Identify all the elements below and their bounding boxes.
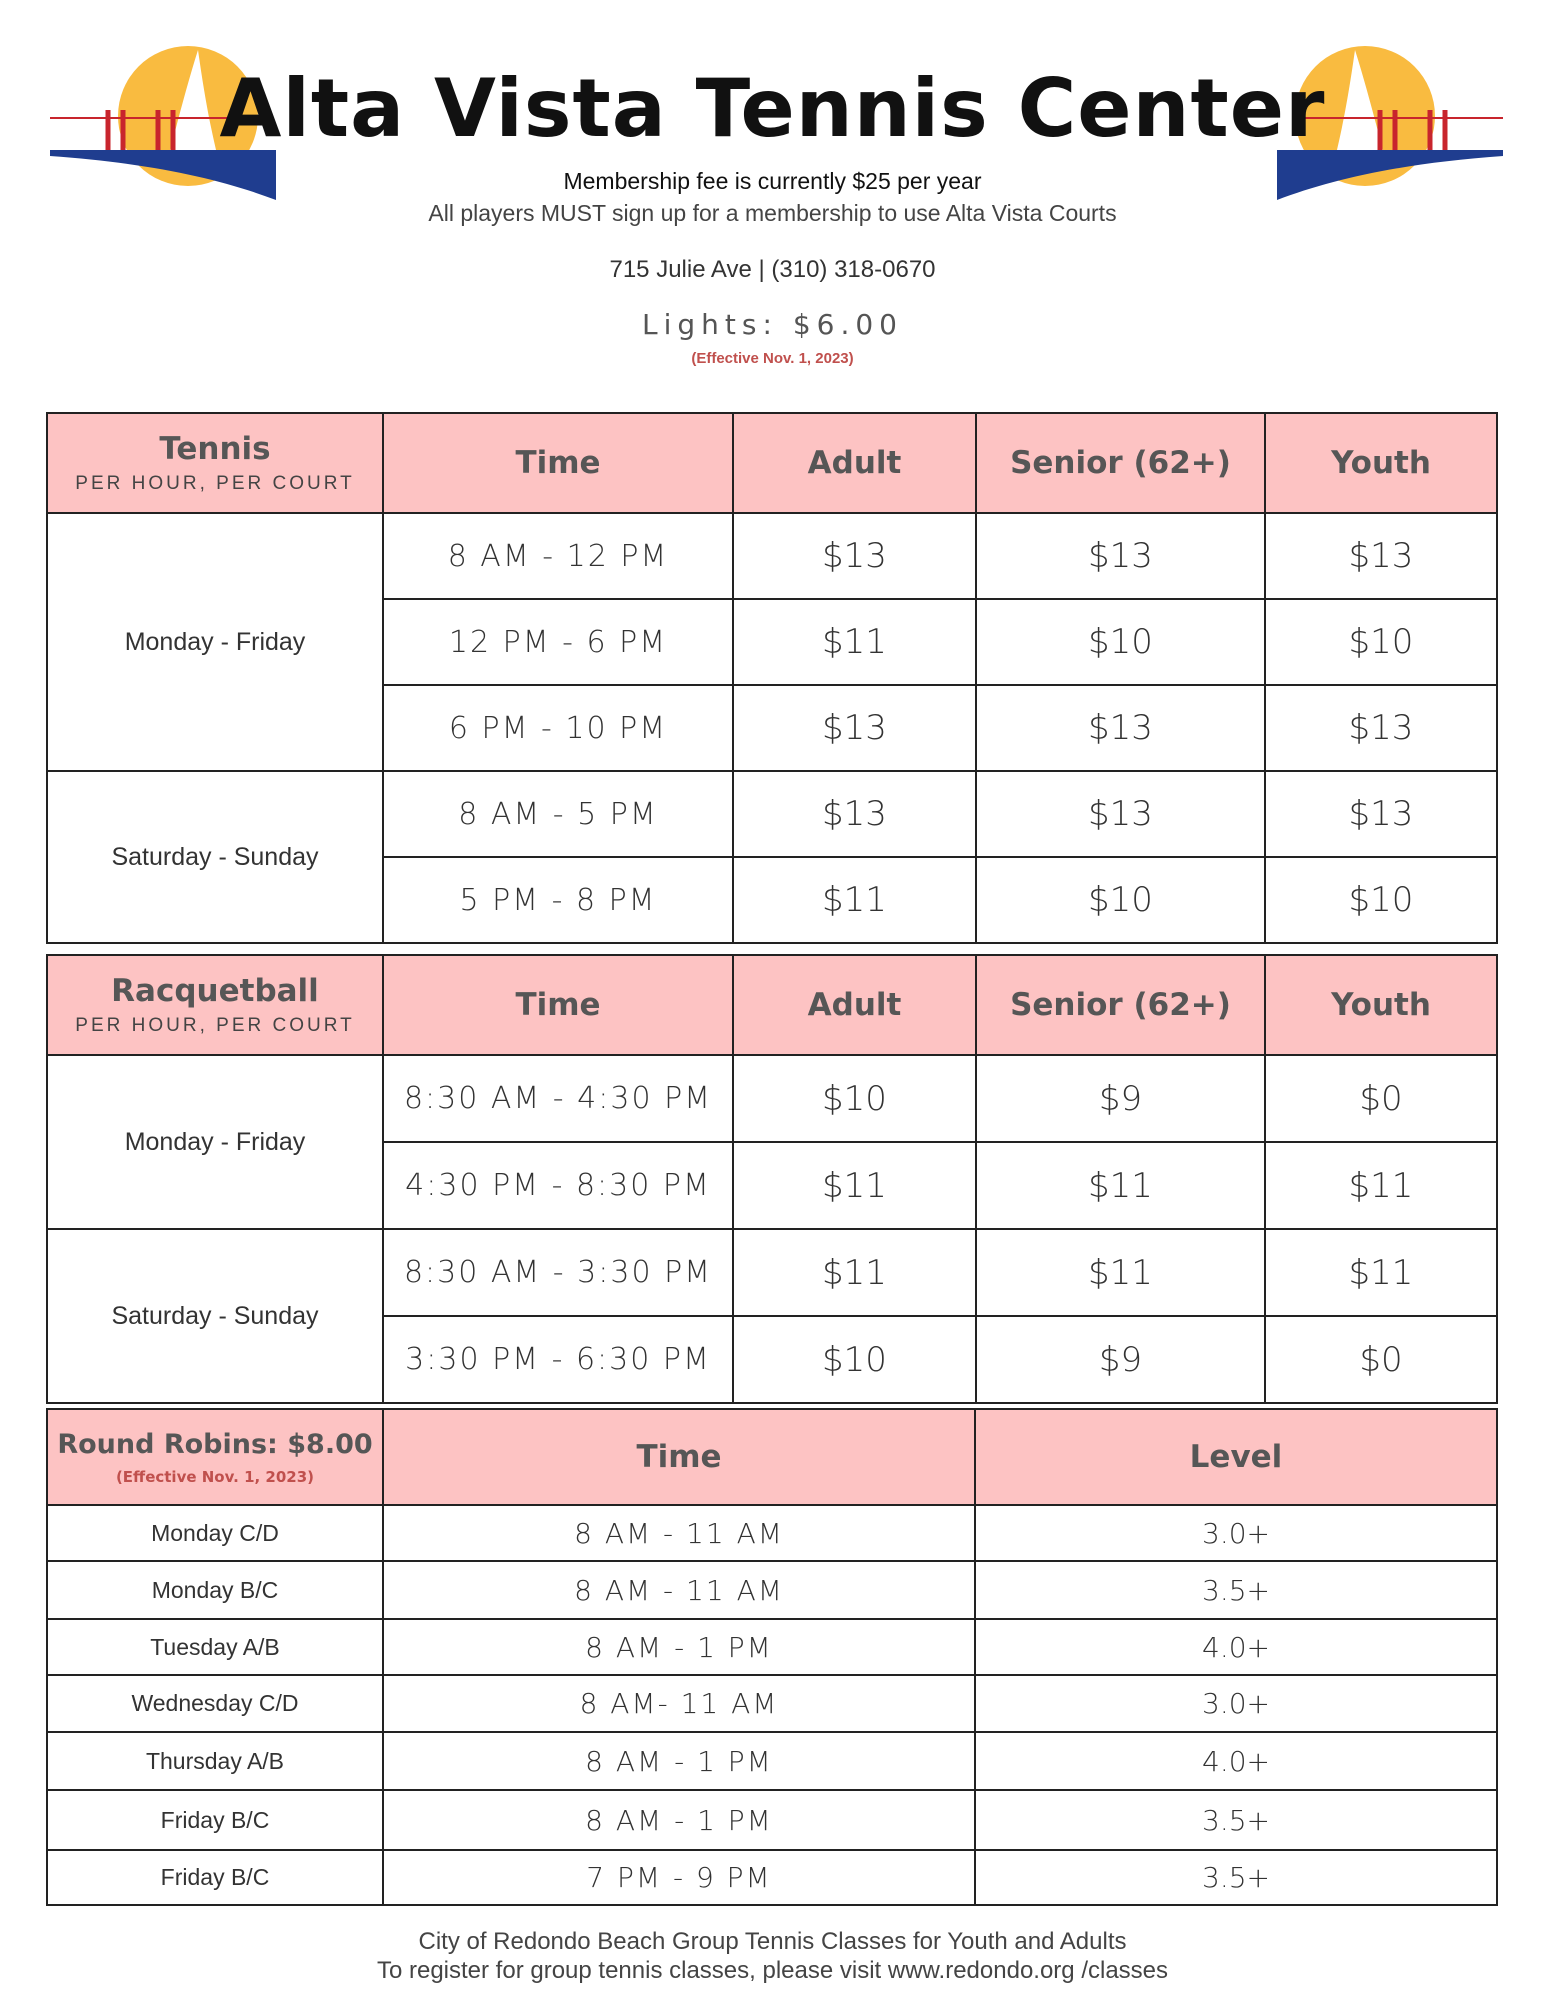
col-youth: Youth (1265, 955, 1497, 1055)
senior-price: $9 (976, 1055, 1265, 1142)
membership-fee: Membership fee is currently $25 per year (563, 168, 982, 194)
time-cell: 8 AM - 1 PM (383, 1790, 975, 1850)
tennis-rate-table (46, 412, 1498, 944)
time-cell: 8 AM - 1 PM (383, 1619, 975, 1675)
racquetball-title: Racquetball (111, 973, 319, 1009)
col-adult: Adult (733, 413, 976, 513)
day-range-weekend: Saturday - Sunday (47, 771, 383, 943)
day-range-weekend: Saturday - Sunday (47, 1229, 383, 1403)
youth-price: $11 (1265, 1142, 1497, 1229)
table-row (47, 1619, 1497, 1675)
time-cell: 3:30 PM - 6:30 PM (383, 1316, 733, 1403)
adult-price: $13 (733, 685, 976, 771)
senior-price: $13 (976, 685, 1265, 771)
time-cell: 8 AM - 12 PM (383, 513, 733, 599)
youth-price: $0 (1265, 1316, 1497, 1403)
adult-price: $10 (733, 1316, 976, 1403)
session-day: Monday B/C (47, 1561, 383, 1619)
col-youth: Youth (1265, 413, 1497, 513)
day-range-weekday: Monday - Friday (47, 513, 383, 771)
senior-price: $13 (976, 513, 1265, 599)
round-robins-header (47, 1409, 383, 1505)
youth-price: $13 (1265, 513, 1497, 599)
time-cell: 8 AM - 1 PM (383, 1732, 975, 1790)
youth-price: $11 (1265, 1229, 1497, 1316)
time-cell: 8:30 AM - 4:30 PM (383, 1055, 733, 1142)
table-row (47, 771, 1497, 857)
senior-price: $13 (976, 771, 1265, 857)
time-cell: 8:30 AM - 3:30 PM (383, 1229, 733, 1316)
youth-price: $10 (1265, 857, 1497, 943)
membership-notice: All players MUST sign up for a membership to use Alta Vista Courts (428, 200, 1117, 226)
col-level: Level (975, 1409, 1497, 1505)
table-row (47, 1790, 1497, 1850)
address-phone: 715 Julie Ave | (310) 318-0670 (609, 256, 936, 283)
round-robins-effective-date: (Effective Nov. 1, 2023) (115, 1467, 315, 1486)
adult-price: $11 (733, 599, 976, 685)
page-title: Alta Vista Tennis Center (219, 62, 1326, 155)
level-cell: 4.0+ (975, 1619, 1497, 1675)
adult-price: $11 (733, 1142, 976, 1229)
col-time: Time (383, 413, 733, 513)
lights-effective-date: (Effective Nov. 1, 2023) (691, 350, 854, 367)
col-senior: Senior (62+) (976, 413, 1265, 513)
senior-price: $11 (976, 1142, 1265, 1229)
session-day: Wednesday C/D (47, 1675, 383, 1732)
time-cell: 5 PM - 8 PM (383, 857, 733, 943)
session-day: Thursday A/B (47, 1732, 383, 1790)
time-cell: 8 AM - 11 AM (383, 1505, 975, 1561)
round-robins-table (46, 1408, 1498, 1906)
racquetball-header (47, 955, 383, 1055)
table-row (47, 1850, 1497, 1905)
adult-price: $13 (733, 513, 976, 599)
youth-price: $13 (1265, 771, 1497, 857)
youth-price: $0 (1265, 1055, 1497, 1142)
time-cell: 7 PM - 9 PM (383, 1850, 975, 1905)
col-senior: Senior (62+) (976, 955, 1265, 1055)
level-cell: 3.5+ (975, 1790, 1497, 1850)
footer-line-1: City of Redondo Beach Group Tennis Classes for Youth and Adults (418, 1928, 1127, 1955)
level-cell: 3.0+ (975, 1505, 1497, 1561)
youth-price: $10 (1265, 599, 1497, 685)
time-cell: 6 PM - 10 PM (383, 685, 733, 771)
racquetball-subtitle: PER HOUR, PER COURT (75, 1015, 355, 1036)
col-time: Time (383, 955, 733, 1055)
round-robins-title: Round Robins: $8.00 (57, 1428, 373, 1460)
footer-line-2: To register for group tennis classes, please visit www.redondo.org /classes (376, 1957, 1169, 1984)
tennis-subtitle: PER HOUR, PER COURT (75, 473, 355, 494)
adult-price: $10 (733, 1055, 976, 1142)
time-cell: 8 AM - 11 AM (383, 1561, 975, 1619)
senior-price: $9 (976, 1316, 1265, 1403)
time-cell: 8 AM- 11 AM (383, 1675, 975, 1732)
level-cell: 3.5+ (975, 1850, 1497, 1905)
table-row (47, 1675, 1497, 1732)
level-cell: 4.0+ (975, 1732, 1497, 1790)
table-row (47, 1229, 1497, 1316)
session-day: Monday C/D (47, 1505, 383, 1561)
youth-price: $13 (1265, 685, 1497, 771)
adult-price: $11 (733, 857, 976, 943)
table-row (47, 1505, 1497, 1561)
session-day: Friday B/C (47, 1790, 383, 1850)
session-day: Tuesday A/B (47, 1619, 383, 1675)
col-time: Time (383, 1409, 975, 1505)
session-day: Friday B/C (47, 1850, 383, 1905)
tennis-title: Tennis (159, 431, 271, 467)
time-cell: 4:30 PM - 8:30 PM (383, 1142, 733, 1229)
senior-price: $10 (976, 857, 1265, 943)
racquetball-rate-table (46, 954, 1498, 1404)
lights-fee: Lights: $6.00 (642, 308, 903, 341)
table-row (47, 1732, 1497, 1790)
tennis-header (47, 413, 383, 513)
adult-price: $11 (733, 1229, 976, 1316)
senior-price: $11 (976, 1229, 1265, 1316)
time-cell: 8 AM - 5 PM (383, 771, 733, 857)
table-row (47, 1561, 1497, 1619)
table-row (47, 513, 1497, 599)
level-cell: 3.5+ (975, 1561, 1497, 1619)
day-range-weekday: Monday - Friday (47, 1055, 383, 1229)
col-adult: Adult (733, 955, 976, 1055)
time-cell: 12 PM - 6 PM (383, 599, 733, 685)
table-row (47, 1055, 1497, 1142)
adult-price: $13 (733, 771, 976, 857)
senior-price: $10 (976, 599, 1265, 685)
level-cell: 3.0+ (975, 1675, 1497, 1732)
